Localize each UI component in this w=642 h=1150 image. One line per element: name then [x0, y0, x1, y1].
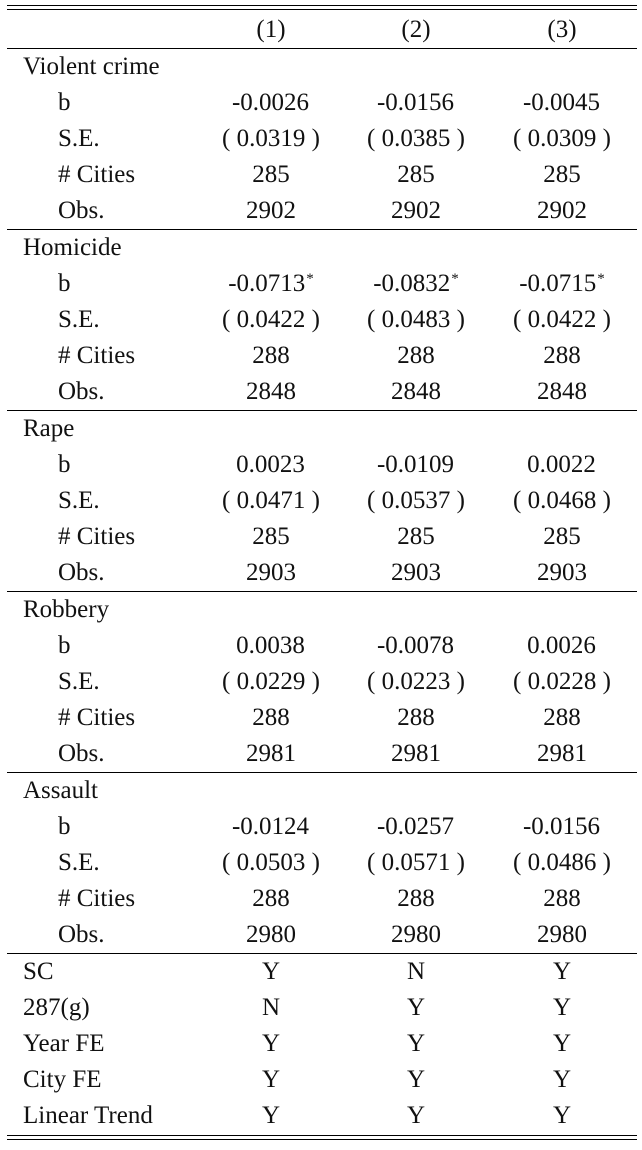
- obs-value: 2980: [246, 921, 296, 948]
- control-value: Y: [406, 1030, 426, 1057]
- cities-value: 288: [543, 704, 581, 731]
- control-value: Y: [406, 1066, 426, 1093]
- cities-value: 288: [252, 704, 290, 731]
- obs-label: Obs.: [58, 378, 105, 405]
- control-row-year-fe: [0, 1026, 642, 1062]
- obs-label: Obs.: [58, 197, 105, 224]
- obs-row: [0, 917, 642, 953]
- cities-label: # Cities: [58, 161, 136, 188]
- control-row-sc: [0, 954, 642, 990]
- se-value: ( 0.0385 ): [367, 125, 465, 152]
- control-row-287g: [0, 990, 642, 1026]
- control-value: Y: [261, 958, 281, 985]
- se-label: S.E.: [58, 306, 100, 333]
- se-row: [0, 121, 642, 157]
- control-value: N: [261, 994, 281, 1021]
- top-rule-1: [7, 5, 637, 6]
- se-label: S.E.: [58, 487, 100, 514]
- control-value: N: [406, 958, 426, 985]
- section-title: Robbery: [23, 596, 110, 623]
- obs-value: 2903: [246, 559, 296, 586]
- obs-value: 2903: [391, 559, 441, 586]
- control-label: City FE: [23, 1066, 102, 1093]
- coef-value: -0.0156: [522, 813, 601, 840]
- coef-label: b: [58, 813, 71, 840]
- cities-label: # Cities: [58, 342, 136, 369]
- section-title: Homicide: [23, 234, 122, 261]
- coef-value: -0.0713*: [228, 270, 314, 297]
- coef-value: 0.0022: [527, 451, 596, 478]
- control-label: Year FE: [23, 1030, 105, 1057]
- se-value: ( 0.0228 ): [513, 668, 611, 695]
- cities-value: 285: [252, 161, 290, 188]
- control-value: Y: [552, 1102, 572, 1129]
- section-title-row: [0, 230, 642, 266]
- se-row: [0, 302, 642, 338]
- obs-value: 2903: [537, 559, 587, 586]
- obs-row: [0, 193, 642, 229]
- cities-value: 288: [397, 704, 435, 731]
- coef-row: [0, 628, 642, 664]
- obs-value: 2902: [246, 197, 296, 224]
- coef-row: [0, 809, 642, 845]
- control-value: Y: [552, 994, 572, 1021]
- control-value: Y: [261, 1102, 281, 1129]
- header-row: [0, 12, 642, 48]
- control-value: Y: [406, 994, 426, 1021]
- cities-value: 285: [397, 161, 435, 188]
- obs-value: 2848: [391, 378, 441, 405]
- obs-label: Obs.: [58, 559, 105, 586]
- control-value: Y: [552, 1030, 572, 1057]
- section-title-row: [0, 411, 642, 447]
- obs-value: 2980: [391, 921, 441, 948]
- obs-value: 2981: [391, 740, 441, 767]
- cities-value: 288: [543, 885, 581, 912]
- coef-value: -0.0109: [376, 451, 455, 478]
- cities-row: [0, 157, 642, 193]
- section-title: Rape: [23, 415, 75, 442]
- cities-value: 288: [543, 342, 581, 369]
- coef-row: [0, 266, 642, 302]
- coef-value: 0.0026: [527, 632, 596, 659]
- coef-value: 0.0038: [236, 632, 305, 659]
- cities-value: 288: [252, 885, 290, 912]
- cities-value: 285: [252, 523, 290, 550]
- obs-value: 2902: [537, 197, 587, 224]
- obs-value: 2848: [537, 378, 587, 405]
- section-title-row: [0, 49, 642, 85]
- se-value: ( 0.0422 ): [513, 306, 611, 333]
- section-title-row: [0, 592, 642, 628]
- top-rule-2: [7, 9, 637, 10]
- control-value: Y: [552, 1066, 572, 1093]
- obs-value: 2981: [537, 740, 587, 767]
- se-value: ( 0.0537 ): [367, 487, 465, 514]
- coef-value: -0.0715*: [519, 270, 605, 297]
- obs-row: [0, 374, 642, 410]
- coef-label: b: [58, 451, 71, 478]
- obs-row: [0, 555, 642, 591]
- cities-row: [0, 881, 642, 917]
- cities-row: [0, 519, 642, 555]
- cities-label: # Cities: [58, 704, 136, 731]
- se-value: ( 0.0471 ): [222, 487, 320, 514]
- obs-row: [0, 736, 642, 772]
- coef-value: -0.0832*: [373, 270, 459, 297]
- control-label: Linear Trend: [23, 1102, 153, 1129]
- obs-value: 2981: [246, 740, 296, 767]
- bottom-rule-1: [7, 1135, 637, 1136]
- coef-value: -0.0078: [376, 632, 455, 659]
- control-value: Y: [261, 1066, 281, 1093]
- cities-value: 285: [397, 523, 435, 550]
- cities-value: 288: [397, 342, 435, 369]
- control-row-city-fe: [0, 1062, 642, 1098]
- se-row: [0, 845, 642, 881]
- column-header-1: (1): [256, 16, 286, 43]
- se-value: ( 0.0223 ): [367, 668, 465, 695]
- section-title: Assault: [23, 777, 98, 804]
- section-title-row: [0, 773, 642, 809]
- cities-label: # Cities: [58, 523, 136, 550]
- section-title: Violent crime: [23, 53, 160, 80]
- se-value: ( 0.0486 ): [513, 849, 611, 876]
- significance-star: *: [597, 271, 605, 287]
- bottom-rule-2: [7, 1139, 637, 1140]
- cities-value: 288: [252, 342, 290, 369]
- control-value: Y: [261, 1030, 281, 1057]
- significance-star: *: [451, 271, 459, 287]
- se-value: ( 0.0571 ): [367, 849, 465, 876]
- significance-star: *: [306, 271, 314, 287]
- coef-value: -0.0124: [231, 813, 310, 840]
- cities-value: 285: [543, 161, 581, 188]
- se-value: ( 0.0503 ): [222, 849, 320, 876]
- coef-row: [0, 447, 642, 483]
- cities-value: 288: [397, 885, 435, 912]
- obs-label: Obs.: [58, 740, 105, 767]
- coef-value: -0.0156: [376, 89, 455, 116]
- coef-label: b: [58, 270, 71, 297]
- cities-row: [0, 338, 642, 374]
- se-row: [0, 483, 642, 519]
- control-row-linear-trend: [0, 1098, 642, 1134]
- se-row: [0, 664, 642, 700]
- coef-value: -0.0257: [376, 813, 455, 840]
- se-value: ( 0.0468 ): [513, 487, 611, 514]
- obs-value: 2902: [391, 197, 441, 224]
- coef-label: b: [58, 632, 71, 659]
- cities-row: [0, 700, 642, 736]
- obs-value: 2980: [537, 921, 587, 948]
- se-label: S.E.: [58, 668, 100, 695]
- obs-value: 2848: [246, 378, 296, 405]
- se-value: ( 0.0229 ): [222, 668, 320, 695]
- se-label: S.E.: [58, 849, 100, 876]
- cities-label: # Cities: [58, 885, 136, 912]
- se-label: S.E.: [58, 125, 100, 152]
- control-value: Y: [552, 958, 572, 985]
- coef-value: 0.0023: [236, 451, 305, 478]
- control-value: Y: [406, 1102, 426, 1129]
- control-label: 287(g): [23, 994, 90, 1021]
- coef-row: [0, 85, 642, 121]
- coef-value: -0.0026: [231, 89, 310, 116]
- column-header-3: (3): [547, 16, 577, 43]
- obs-label: Obs.: [58, 921, 105, 948]
- column-header-2: (2): [401, 16, 431, 43]
- coef-value: -0.0045: [522, 89, 601, 116]
- se-value: ( 0.0319 ): [222, 125, 320, 152]
- control-label: SC: [23, 958, 54, 985]
- se-value: ( 0.0422 ): [222, 306, 320, 333]
- se-value: ( 0.0309 ): [513, 125, 611, 152]
- cities-value: 285: [543, 523, 581, 550]
- coef-label: b: [58, 89, 71, 116]
- se-value: ( 0.0483 ): [367, 306, 465, 333]
